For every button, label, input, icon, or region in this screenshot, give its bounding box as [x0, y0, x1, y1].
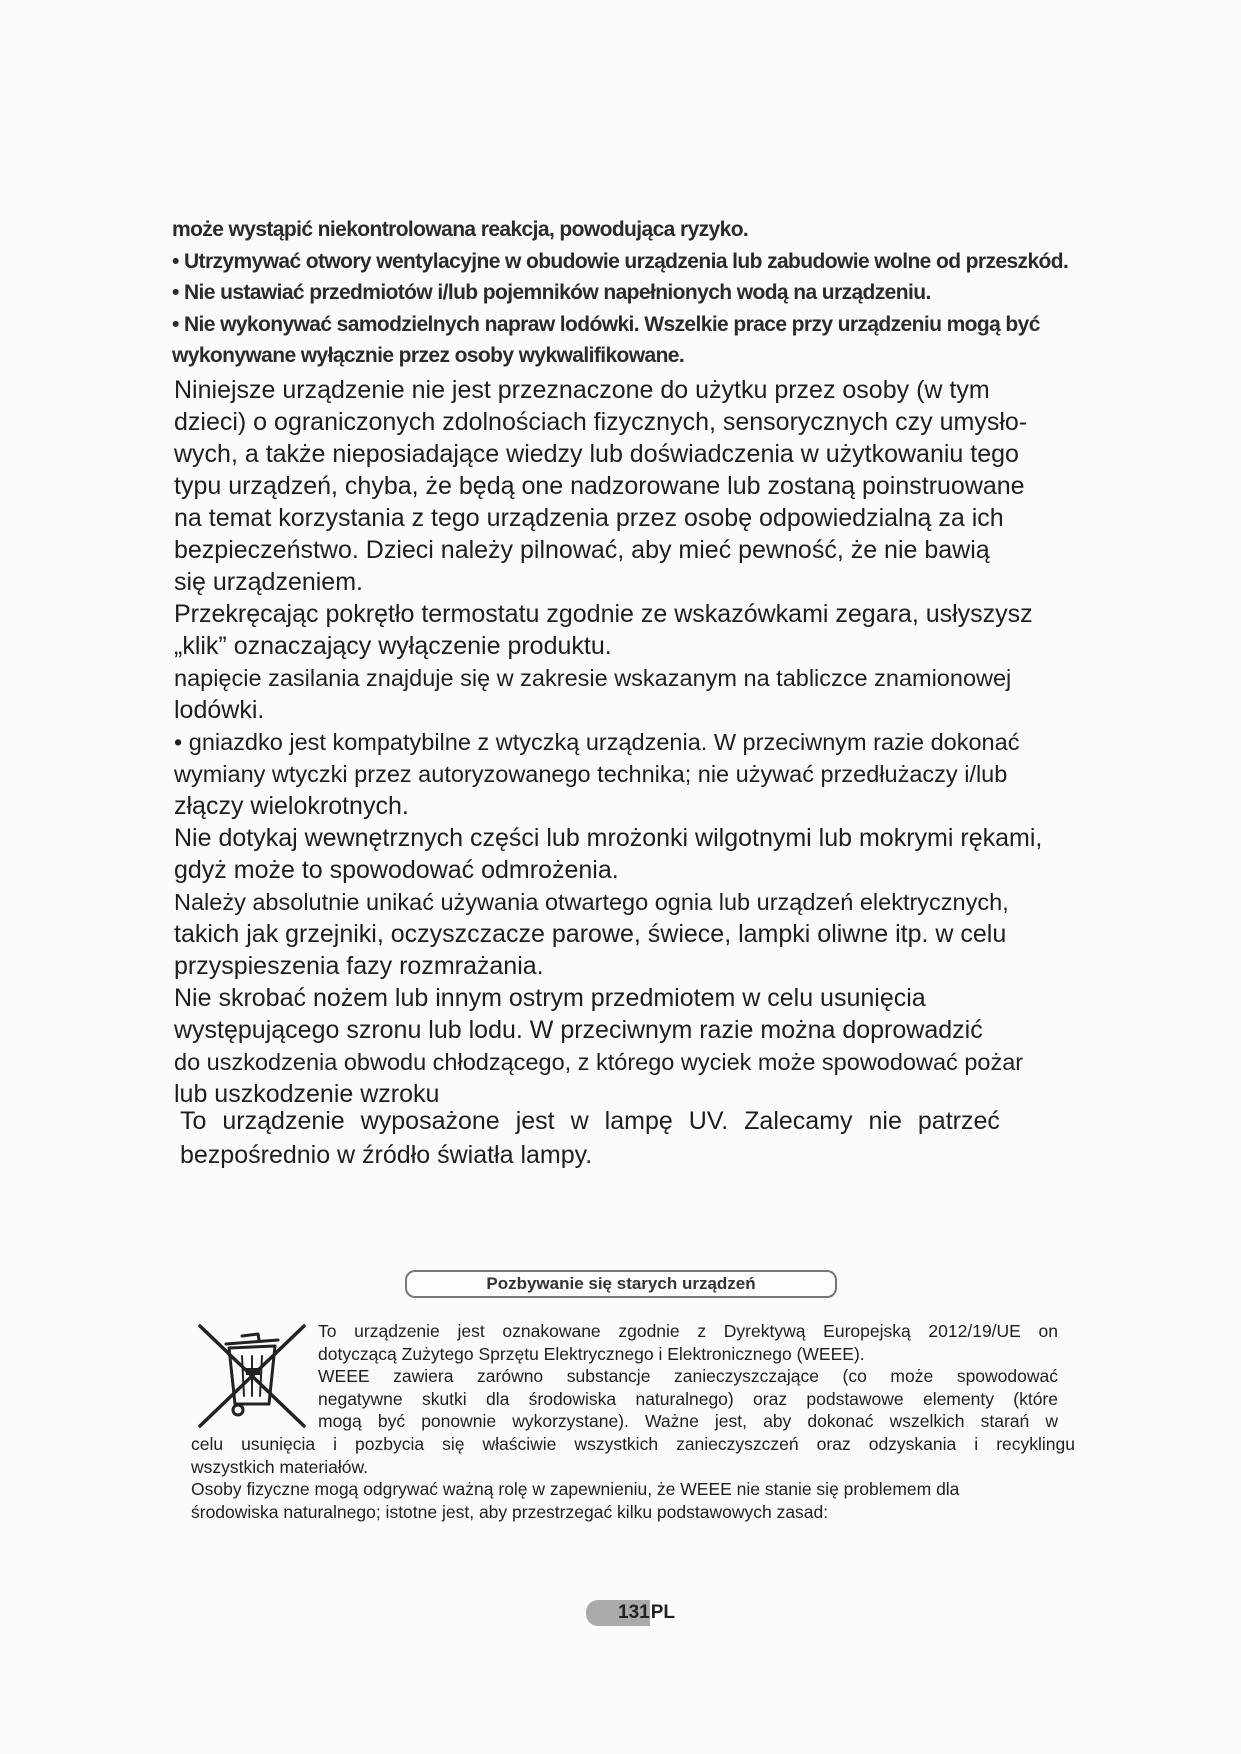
word: lampę: [604, 1107, 673, 1135]
text-line: Nie skrobać nożem lub innym ostrym przedmiotem w celu usunięcia: [174, 984, 926, 1012]
text-line: dotyczącą Zużytego Sprzętu Elektrycznego i Elektronicznego (WEEE).: [318, 1343, 865, 1364]
text-line: wymiany wtyczki przez autoryzowanego technika; nie używać przedłużaczy i/lub: [174, 761, 1008, 787]
text-line: napięcie zasilania znajduje się w zakresie wskazanym na tabliczce znamionowej: [174, 665, 1012, 691]
uv-warning-line-2: bezpośrednio w źródło światła lampy.: [180, 1141, 593, 1169]
text-line: • gniazdko jest kompatybilne z wtyczką urządzenia. W przeciwnym razie dokonać: [174, 729, 1020, 755]
weee-paragraph-full-width: [191, 1433, 1075, 1523]
text-line: na temat korzystania z tego urządzenia przez osobę odpowiedzialną za ich: [174, 504, 1004, 532]
page-number: [586, 1601, 675, 1625]
text-line: wykonywane wyłącznie przez osoby wykwalifikowane.: [172, 344, 685, 367]
page-number-value: 131: [586, 1600, 650, 1626]
text-line: • Nie wykonywać samodzielnych napraw lodówki. Wszelkie prace przy urządzeniu mogą być: [172, 312, 1040, 336]
word: nie: [868, 1107, 902, 1135]
text-line: negatywne skutki dla środowiska naturalnego) oraz podstawowe elementy (które: [318, 1388, 1058, 1409]
text-line: Przekręcając pokrętło termostatu zgodnie ze wskazówkami zegara, usłyszysz: [174, 600, 1033, 628]
text-line: Niniejsze urządzenie nie jest przeznaczone do użytku przez osoby (w tym: [174, 376, 990, 404]
text-line: • Nie ustawiać przedmiotów i/lub pojemników napełnionych wodą na urządzeniu.: [172, 281, 931, 304]
word: Zalecamy: [744, 1107, 853, 1135]
text-line: lub uszkodzenie wzroku: [174, 1080, 440, 1108]
safety-instructions-main: [174, 374, 1074, 1110]
text-line: lodówki.: [174, 696, 265, 724]
section-heading: Pozbywanie się starych urządzeń: [405, 1270, 837, 1298]
word: UV.: [688, 1107, 729, 1135]
text-line: bezpieczeństwo. Dzieci należy pilnować, aby mieć pewność, że nie bawią: [174, 536, 990, 564]
text-line: złączy wielokrotnych.: [174, 792, 409, 820]
text-line: gdyż może to spowodować odmrożenia.: [174, 856, 619, 884]
text-line: typu urządzeń, chyba, że będą one nadzorowane lub zostaną poinstruowane: [174, 472, 1025, 500]
uv-lamp-warning: [180, 1104, 1000, 1172]
text-line: się urządzeniem.: [174, 568, 363, 596]
text-line: dzieci) o ograniczonych zdolnościach fizycznych, sensorycznych czy umysło-: [174, 408, 1028, 436]
text-line: środowiska naturalnego; istotne jest, aby przestrzegać kilku podstawowych zasad:: [191, 1501, 829, 1522]
text-line: „klik” oznaczający wyłączenie produktu.: [174, 632, 612, 660]
word: w: [570, 1107, 589, 1135]
word: urządzenie: [222, 1107, 345, 1135]
text-line: do uszkodzenia obwodu chłodzącego, z którego wyciek może spowodować pożar: [174, 1049, 1024, 1075]
text-line: Osoby fizyczne mogą odgrywać ważną rolę w zapewnieniu, że WEEE nie stanie się problemem dla: [191, 1479, 960, 1499]
text-line: wszystkich materiałów.: [191, 1456, 368, 1477]
text-line: WEEE zawiera zarówno substancje zanieczyszczające (co może spowodować: [318, 1366, 1058, 1386]
text-line: To urządzenie jest oznakowane zgodnie z Dyrektywą Europejską 2012/19/UE on: [318, 1321, 1058, 1341]
weee-paragraph-beside-icon: [318, 1320, 1058, 1433]
text-line: wych, a także nieposiadające wiedzy lub doświadczenia w użytkowaniu tego: [174, 440, 1019, 468]
text-line: celu usunięcia i pozbycia się właściwie wszystkich zanieczyszczeń oraz odzyskania i recyklingu: [191, 1434, 1075, 1454]
word: patrzeć: [917, 1107, 1000, 1135]
text-line: przyspieszenia fazy rozmrażania.: [174, 952, 544, 980]
text-line: Należy absolutnie unikać używania otwartego ognia lub urządzeń elektrycznych,: [174, 889, 1009, 915]
word: jest: [515, 1107, 555, 1135]
safety-instructions-top: [172, 214, 1072, 372]
text-line: Nie dotykaj wewnętrznych części lub mrożonki wilgotnymi lub mokrymi rękami,: [174, 824, 1043, 852]
text-line: • Utrzymywać otwory wentylacyjne w obudowie urządzenia lub zabudowie wolne od przeszkód.: [172, 249, 1069, 273]
text-line: występującego szronu lub lodu. W przeciwnym razie można doprowadzić: [174, 1016, 983, 1044]
text-line: takich jak grzejniki, oczyszczacze parowe, świece, lampki oliwne itp. w celu: [174, 920, 1007, 948]
text-line: mogą być ponownie wykorzystane). Ważne jest, aby dokonać wszelkich starań w: [318, 1411, 1058, 1431]
crossed-out-wheelie-bin-icon: [196, 1322, 308, 1430]
word: To: [180, 1107, 207, 1135]
uv-warning-line-1: [180, 1104, 1000, 1138]
text-line: może wystąpić niekontrolowana reakcja, powodująca ryzyko.: [172, 218, 749, 241]
page-language-code: PL: [650, 1602, 675, 1623]
word: wyposażone: [360, 1107, 500, 1135]
